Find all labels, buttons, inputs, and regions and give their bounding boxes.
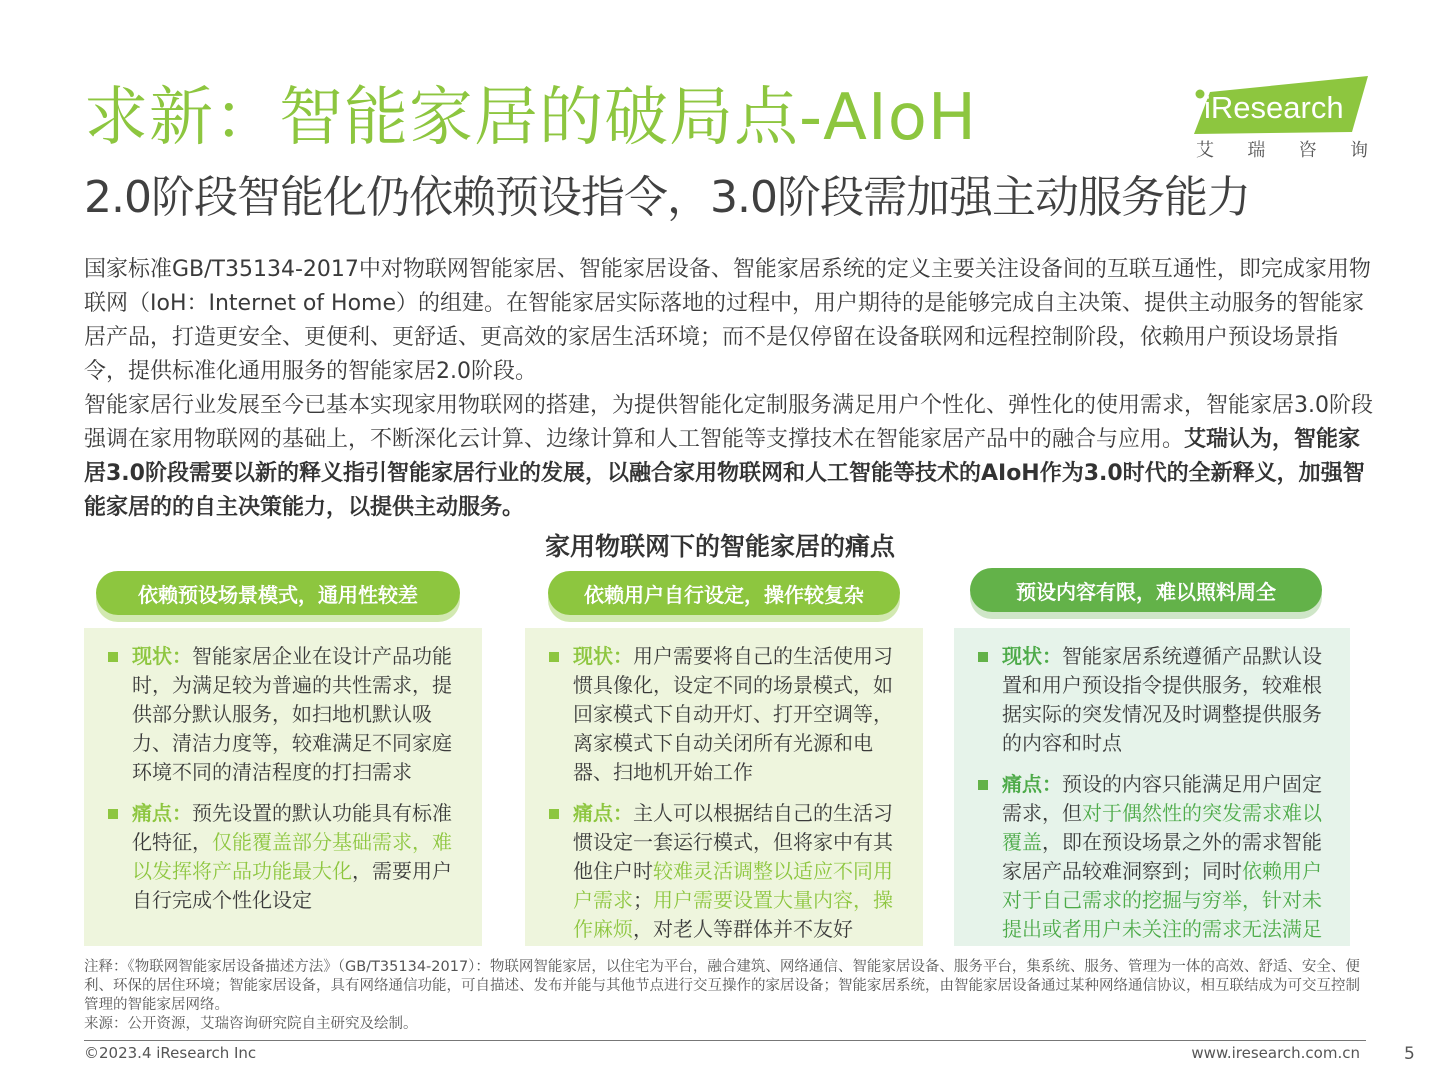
iresearch-logo	[1192, 76, 1368, 164]
source-text: 来源：公开资源，艾瑞咨询研究院自主研究及绘制。	[84, 1016, 418, 1032]
bullet-icon	[108, 809, 118, 819]
card-2-pain: 痛点：主人可以根据结自己的生活习惯设定一套运行模式，但将家中有其他住户时较难灵活调整以适应不同用户需求；用户需要设置大量内容，操作麻烦，对老人等群体并不友好	[547, 799, 899, 944]
note-text: 注释：《物联网智能家居设备描述方法》（GB/T35134-2017）：物联网智能家居，以住宅为平台，融合建筑、网络通信、智能家居设备、服务平台，集系统、服务、管理为一体的高效、舒适、安全、便利、环保的居住环境；智能家居设备，具有网络通信功能，可自描述、发布并能与其他节点进行交互操作的家居设备；智能家居系统，由智能家居设备通过某种网络通信协议，相互联结成为可交互控制管理的智能家居网络。	[84, 959, 1360, 1013]
bullet-icon	[549, 652, 559, 662]
website-link[interactable]: www.iresearch.com.cn	[1191, 1044, 1360, 1062]
page-subtitle: 2.0阶段智能化仍依赖预设指令，3.0阶段需加强主动服务能力	[84, 172, 1250, 223]
logo-cn-text: 艾 瑞 咨 询	[1196, 140, 1368, 161]
card-3	[954, 628, 1350, 946]
page-number: 5	[1404, 1044, 1415, 1064]
card-2-status: 现状：用户需要将自己的生活使用习惯具像化，设定不同的场景模式，如回家模式下自动开灯、打开空调等，离家模式下自动关闭所有光源和电器、扫地机开始工作	[547, 642, 899, 787]
body-conclusion: 艾瑞认为，智能家居3.0阶段需要以新的释义指引智能家居行业的发展，以融合家用物联网和人工智能等技术的AIoH作为3.0时代的全新释义，加强智能家居的的自主决策能力，以提供主动服务。	[84, 427, 1365, 520]
card-1	[84, 628, 482, 946]
body-text	[84, 253, 1374, 525]
page-title: 求新：智能家居的破局点-AIoH	[84, 81, 978, 155]
card-2	[525, 628, 923, 946]
bullet-icon	[978, 652, 988, 662]
card-1-header: 依赖预设场景模式，通用性较差	[96, 571, 460, 615]
card-3-header: 预设内容有限，难以照料周全	[970, 568, 1322, 612]
bullet-icon	[549, 809, 559, 819]
card-3-status: 现状：智能家居系统遵循产品默认设置和用户预设指令提供服务，较难根据实际的突发情况及时调整提供服务的内容和时点	[976, 642, 1326, 758]
footer-divider	[84, 1040, 1366, 1041]
card-3-pain: 痛点：预设的内容只能满足用户固定需求，但对于偶然性的突发需求难以覆盖，即在预设场景之外的需求智能家居产品较难洞察到；同时依赖用户对于自己需求的挖掘与穷举，针对未提出或者用户未关注的需求无法满足	[976, 770, 1326, 944]
body-paragraph-1: 国家标准GB/T35134-2017中对物联网智能家居、智能家居设备、智能家居系统的定义主要关注设备间的互联互通性，即完成家用物联网（IoH：Internet of Home）的组建。在智能家居实际落地的过程中，用户期待的是能够完成自主决策、提供主动服务的智能家居产品，打造更安全、更便利、更舒适、更高效的家居生活环境；而不是仅停留在设备联网和远程控制阶段，依赖用户预设场景指令，提供标准化通用服务的智能家居2.0阶段。	[84, 257, 1371, 384]
footnotes	[84, 958, 1374, 1034]
copyright: ©2023.4 iResearch Inc	[84, 1044, 257, 1062]
logo-text: iResearch	[1204, 90, 1344, 125]
body-paragraph-2: 智能家居行业发展至今已基本实现家用物联网的搭建，为提供智能化定制服务满足用户个性化、弹性化的使用需求，智能家居3.0阶段强调在家用物联网的基础上，不断深化云计算、边缘计算和人工智能等支撑技术在智能家居产品中的融合与应用。艾瑞认为，智能家居3.0阶段需要以新的释义指引智能家居行业的发展，以融合家用物联网和人工智能等技术的AIoH作为3.0时代的全新释义，加强智能家居的的自主决策能力，以提供主动服务。	[84, 393, 1373, 520]
iresearch-logo-mark	[1192, 76, 1368, 136]
bullet-icon	[978, 780, 988, 790]
card-2-header: 依赖用户自行设定，操作较复杂	[548, 571, 900, 615]
bullet-icon	[108, 652, 118, 662]
card-1-status: 现状：智能家居企业在设计产品功能时，为满足较为普遍的共性需求，提供部分默认服务，如扫地机默认吸力、清洁力度等，较难满足不同家庭环境不同的清洁程度的打扫需求	[106, 642, 458, 787]
card-1-pain: 痛点：预先设置的默认功能具有标准化特征，仅能覆盖部分基础需求，难以发挥将产品功能最大化，需要用户自行完成个性化设定	[106, 799, 458, 915]
section-title: 家用物联网下的智能家居的痛点	[544, 532, 895, 561]
